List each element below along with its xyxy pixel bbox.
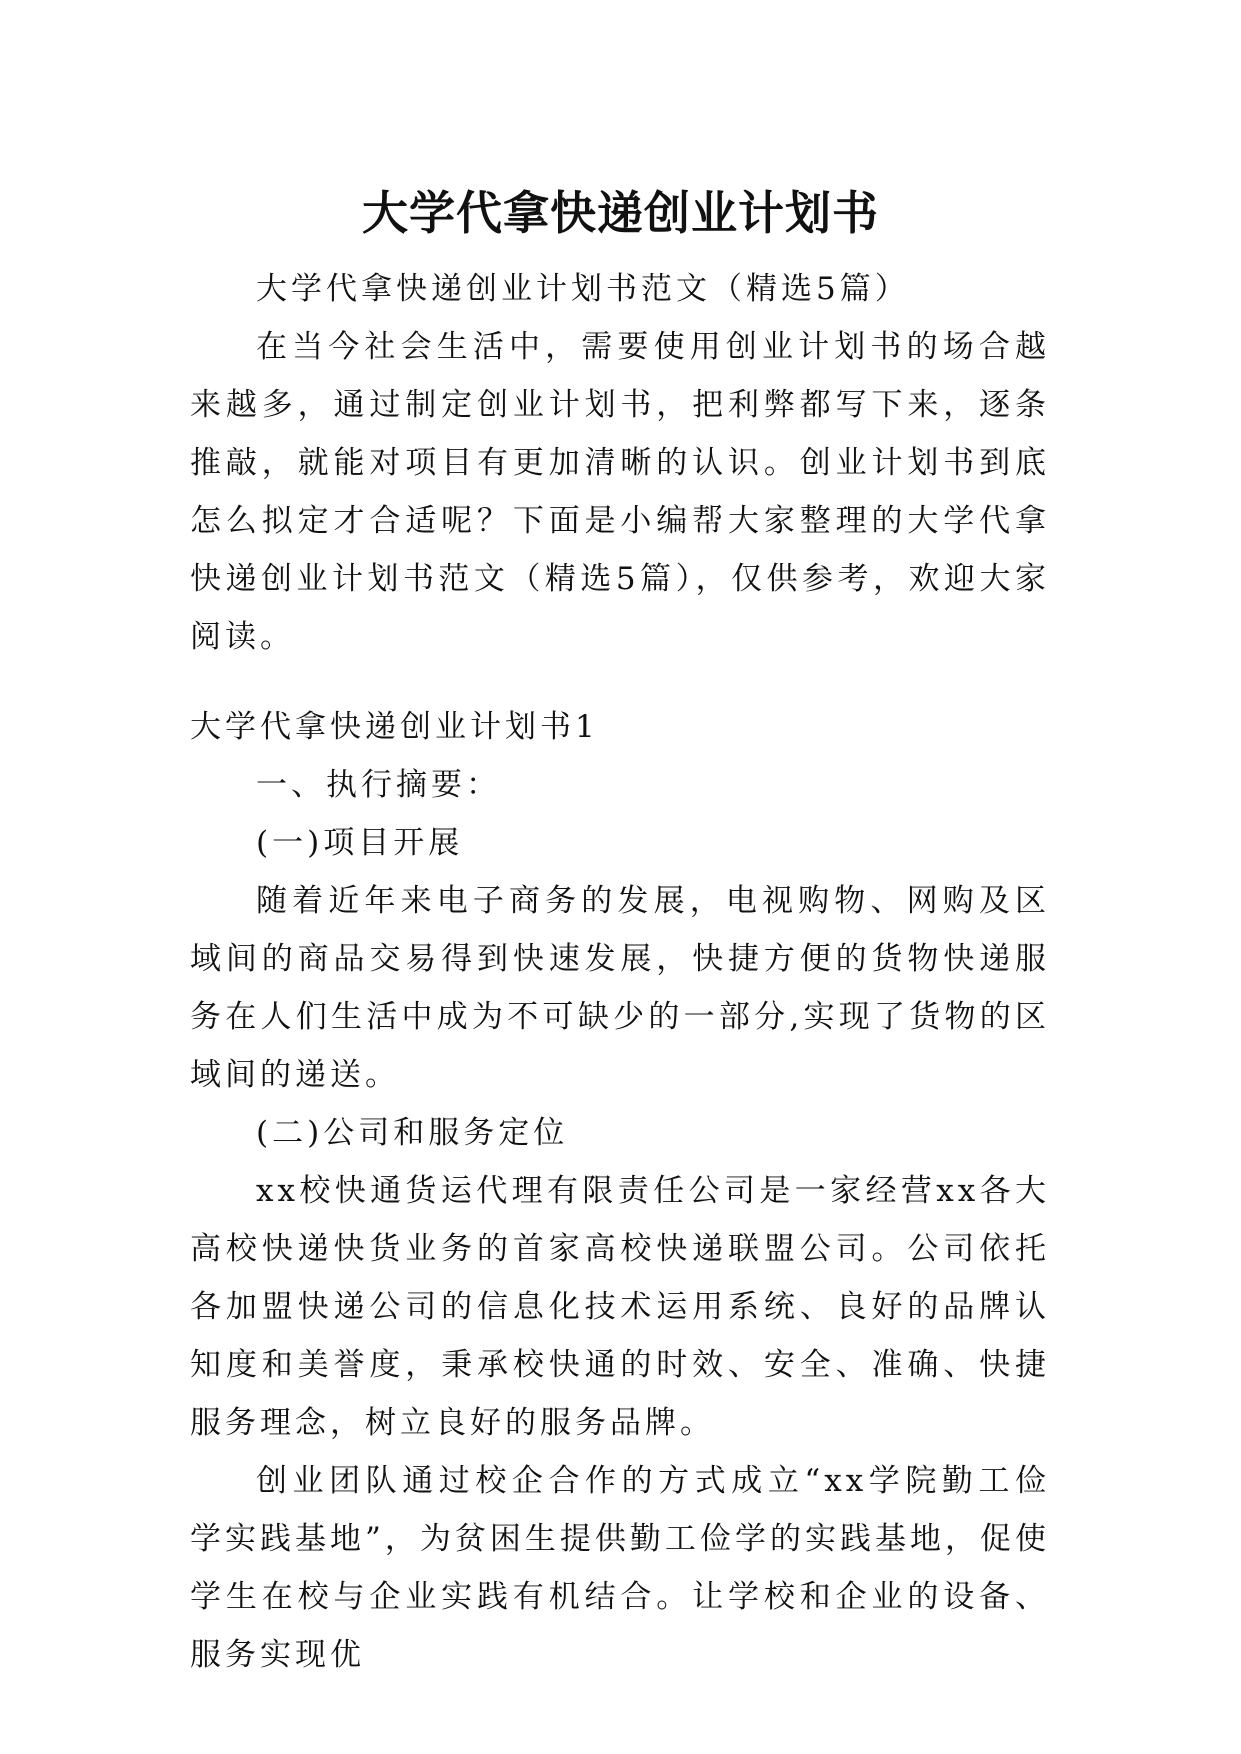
- section-1-paragraph-3: 创业团队通过校企合作的方式成立“xx学院勤工俭学实践基地”，为贫困生提供勤工俭学的实践基地，促使学生在校与企业实践有机结合。让学校和企业的设备、服务实现优: [190, 1463, 1050, 1673]
- document-title: 大学代拿快递创业计划书: [362, 185, 879, 240]
- intro-subtitle: 大学代拿快递创业计划书范文（精选5篇）: [256, 271, 910, 307]
- section-1: [190, 698, 1050, 1684]
- section-1-paragraph-2: xx校快通货运代理有限责任公司是一家经营xx各大高校快递快货业务的首家高校快递联盟公司。公司依托各加盟快递公司的信息化技术运用系统、良好的品牌认知度和美誉度，秉承校快通的时效、安全、准确、快捷服务理念，树立良好的服务品牌。: [190, 1173, 1050, 1441]
- section-1-heading: 大学代拿快递创业计划书1: [190, 709, 599, 745]
- section-1-paragraph-1: 随着近年来电子商务的发展，电视购物、网购及区域间的商品交易得到快速发展，快捷方便的货物快递服务在人们生活中成为不可缺少的一部分,实现了货物的区域间的递送。: [190, 883, 1050, 1093]
- intro-paragraph: 在当今社会生活中，需要使用创业计划书的场合越来越多，通过制定创业计划书，把利弊都写下来，逐条推敲，就能对项目有更加清晰的认识。创业计划书到底怎么拟定才合适呢？下面是小编帮大家整理的大学代拿快递创业计划书范文（精选5篇），仅供参考，欢迎大家阅读。: [190, 329, 1050, 655]
- intro-section: [190, 260, 1050, 666]
- section-1-subheading-project: (一)项目开展: [256, 825, 464, 861]
- section-1-subheading-positioning: (二)公司和服务定位: [256, 1115, 569, 1151]
- section-1-subheading-summary: 一、执行摘要：: [256, 767, 501, 803]
